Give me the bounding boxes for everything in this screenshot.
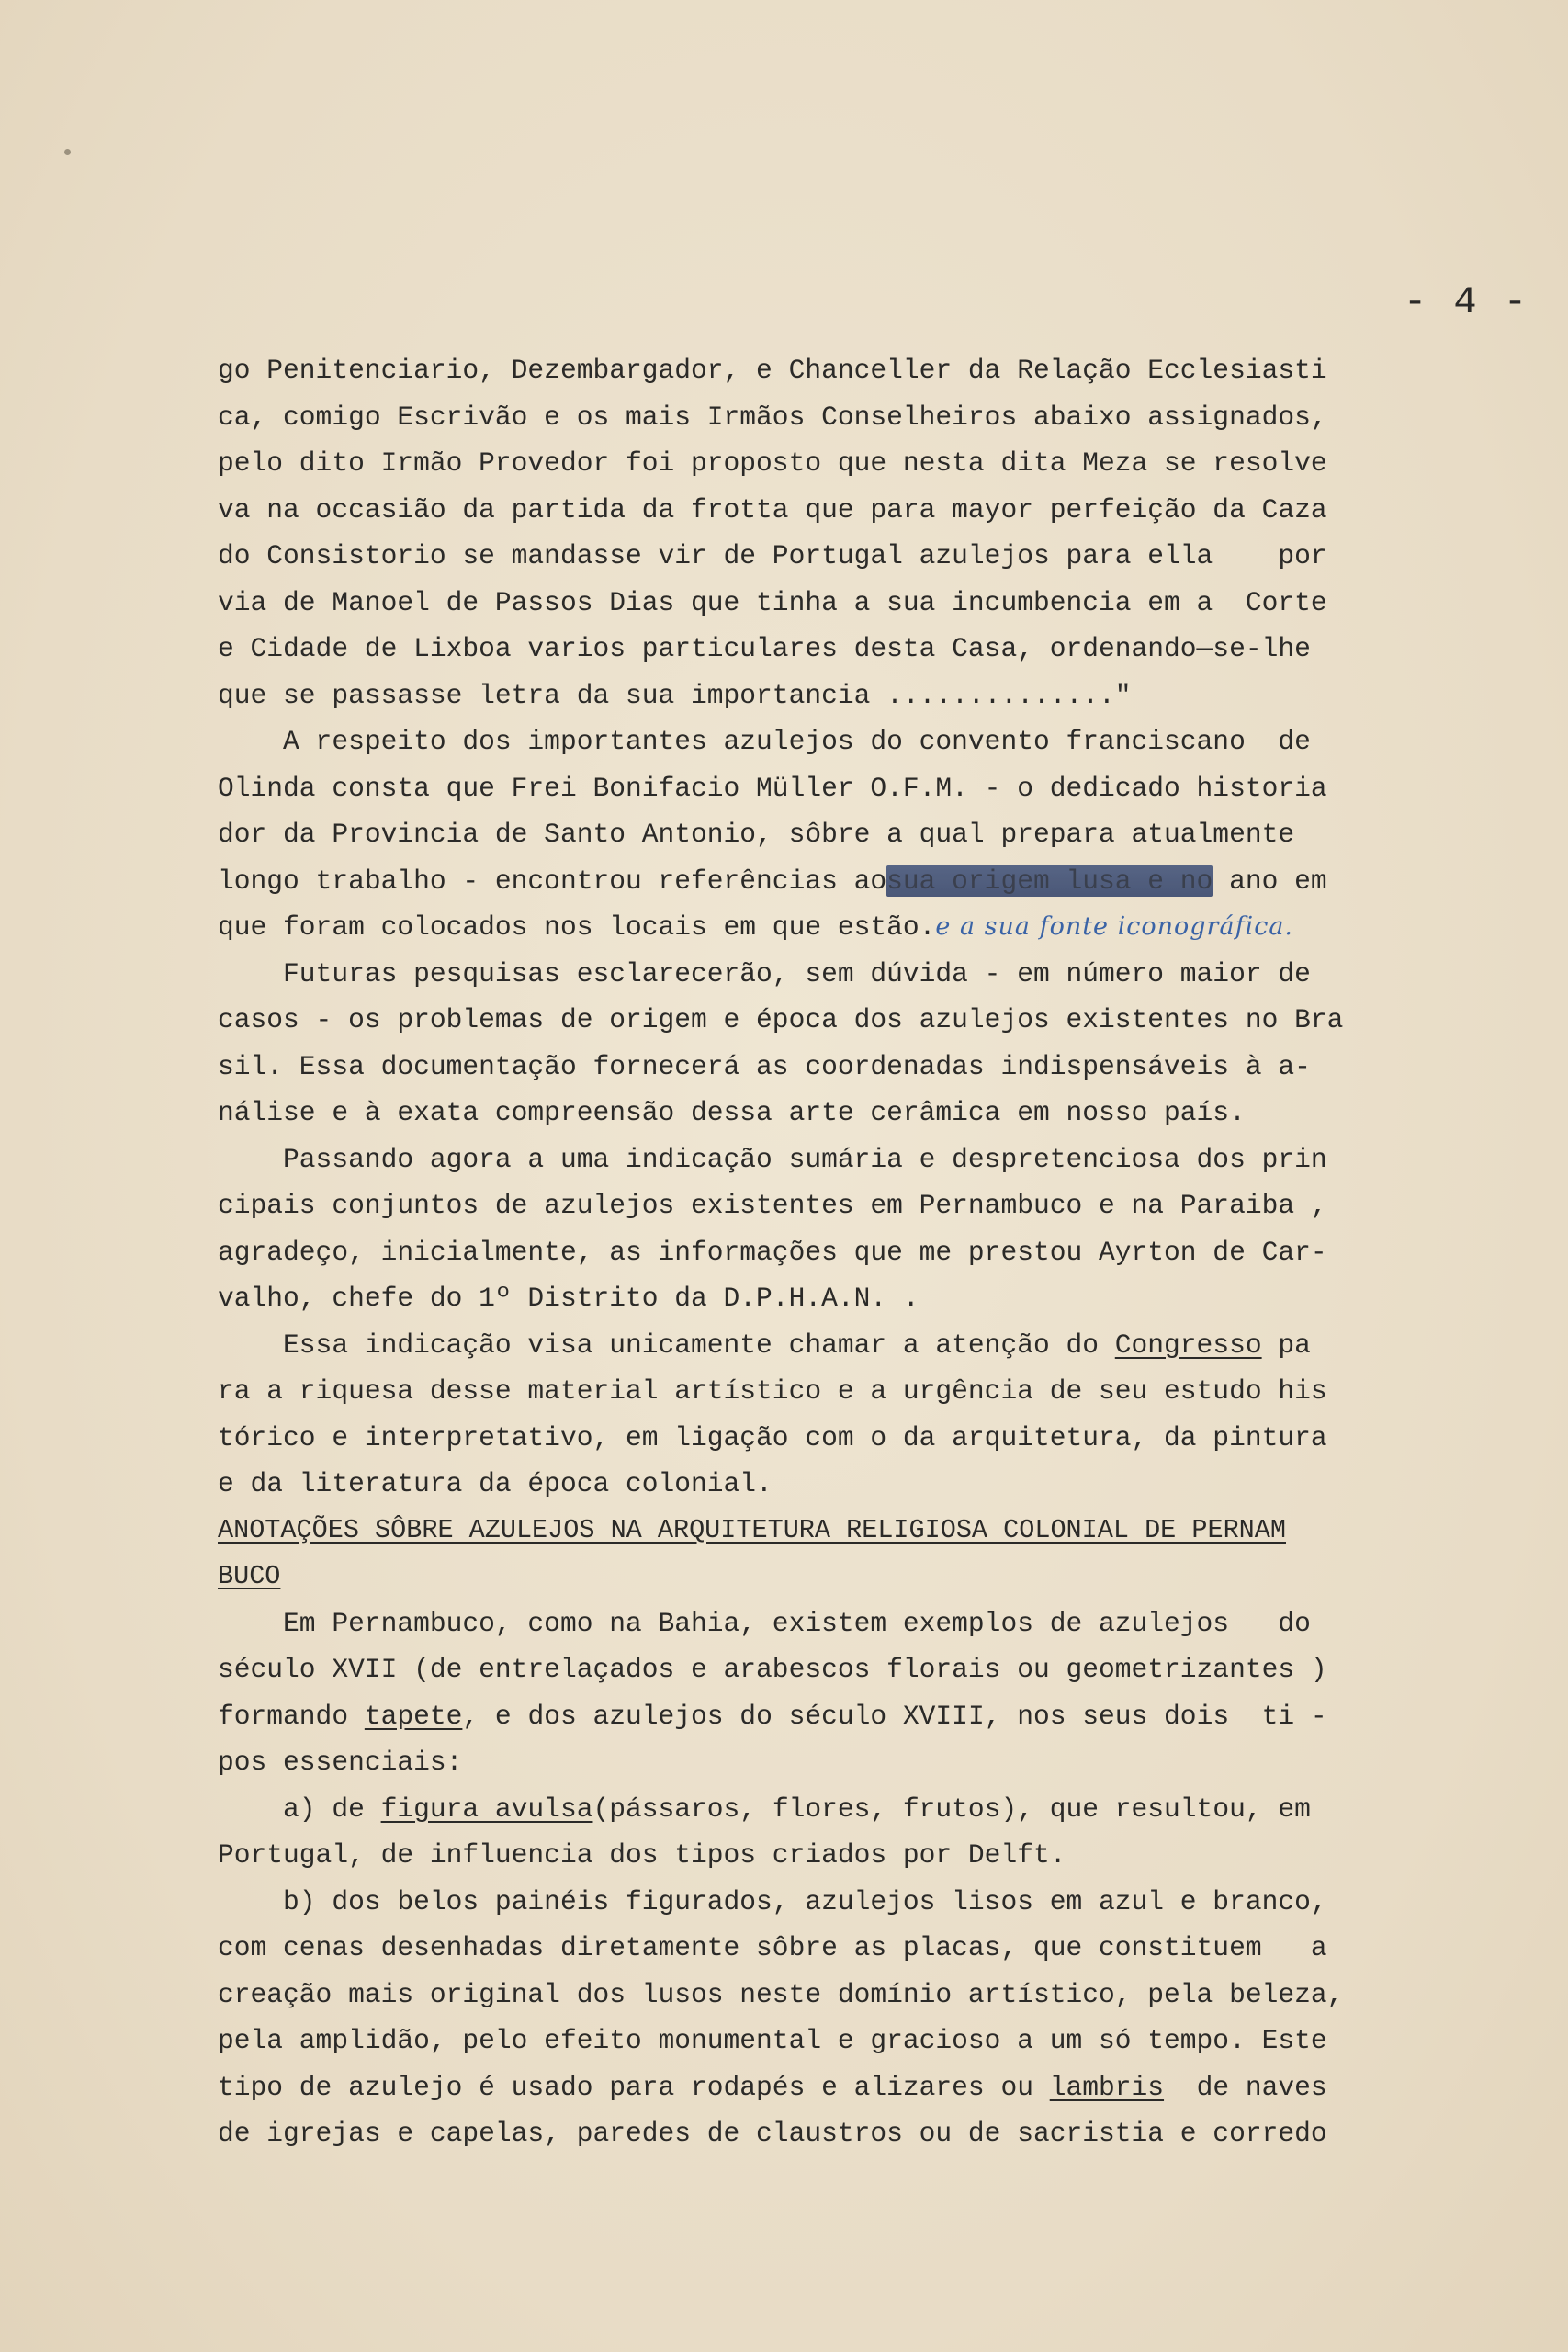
section-heading-continued: BUCO: [218, 1561, 281, 1591]
underlined-term: figura avulsa: [380, 1792, 593, 1825]
text-line: valho, chefe do 1º Distrito da D.P.H.A.N. .: [218, 1283, 919, 1314]
typed-text: longo trabalho - encontrou referências ao: [218, 865, 887, 897]
text-line: com cenas desenhadas diretamente sôbre as placas, que constituem a: [218, 1932, 1327, 1963]
text-line: [218, 1693, 1481, 1740]
underlined-term: Congresso: [1114, 1329, 1262, 1361]
typed-text: a) de: [218, 1792, 381, 1825]
typed-text: Essa indicação visa unicamente chamar a atenção do: [218, 1329, 1115, 1361]
text-line: A respeito dos importantes azulejos do convento franciscano de: [218, 726, 1311, 757]
text-line: [218, 1322, 1481, 1369]
text-line: via de Manoel de Passos Dias que tinha a sua incumbencia em a Corte: [218, 586, 1327, 618]
text-line: ra a riquesa desse material artístico e a urgência de seu estudo his: [218, 1375, 1327, 1407]
text-line: pos essenciais:: [218, 1747, 463, 1778]
handwritten-insertion: e a sua fonte iconográfica.: [935, 912, 1293, 941]
text-line: Em Pernambuco, como na Bahia, existem exemplos de azulejos do: [218, 1607, 1311, 1639]
text-line: casos - os problemas de origem e época dos azulejos existentes no Bra: [218, 1004, 1344, 1035]
text-line: e da literatura da época colonial.: [218, 1468, 773, 1499]
text-line: dor da Provincia de Santo Antonio, sôbre a qual prepara atualmente: [218, 819, 1295, 850]
text-line: [218, 2064, 1481, 2111]
page-number: - 4 -: [1404, 280, 1529, 324]
text-line: Futuras pesquisas esclarecerão, sem dúvida - em número maior de: [218, 957, 1311, 989]
text-line: ca, comigo Escrivão e os mais Irmãos Conselheiros abaixo assignados,: [218, 401, 1327, 433]
text-line: pelo dito Irmão Provedor foi proposto que nesta dita Meza se resolve: [218, 447, 1327, 479]
text-line: creação mais original dos lusos neste domínio artístico, pela beleza,: [218, 1978, 1344, 2010]
text-line: que se passasse letra da sua importancia ..............": [218, 679, 1132, 711]
underlined-term: lambris: [1049, 2071, 1165, 2103]
text-line: Passando agora a uma indicação sumária e despretenciosa dos prin: [218, 1143, 1327, 1175]
typed-text: formando: [218, 1700, 365, 1732]
paper-speck: [64, 149, 71, 155]
typed-text: , e dos azulejos do século XVIII, nos seus dois ti -: [462, 1700, 1327, 1732]
text-line: va na occasião da partida da frotta que para mayor perfeição da Caza: [218, 493, 1327, 526]
underlined-term: tapete: [364, 1700, 463, 1732]
text-line: Portugal, de influencia dos tipos criados por Delft.: [218, 1839, 1066, 1871]
text-line: go Penitenciario, Dezembargador, e Chanceller da Relação Ecclesiasti: [218, 355, 1327, 386]
section-heading: ANOTAÇÕES SÔBRE AZULEJOS NA ARQUITETURA RELIGIOSA COLONIAL DE PERNAM: [218, 1514, 1286, 1545]
typed-text: que foram colocados nos locais em que estão.: [218, 911, 936, 943]
text-line: nálise e à exata compreensão dessa arte cerâmica em nosso país.: [218, 1097, 1246, 1128]
text-line: [218, 1786, 1481, 1833]
text-line: agradeço, inicialmente, as informações que me prestou Ayrton de Car-: [218, 1236, 1327, 1268]
text-line: século XVII (de entrelaçados e arabescos florais ou geometrizantes ): [218, 1654, 1327, 1685]
typed-text: de naves: [1164, 2071, 1327, 2103]
text-line: sil. Essa documentação fornecerá as coordenadas indispensáveis à a-: [218, 1050, 1311, 1082]
text-line: do Consistorio se mandasse vir de Portugal azulejos para ella por: [218, 540, 1327, 571]
text-line-with-strikeout: [218, 858, 1481, 905]
struck-out-text: sua origem lusa e no: [886, 865, 1213, 897]
text-line: de igrejas e capelas, paredes de claustros ou de sacristia e corredo: [218, 2118, 1327, 2149]
typed-text: pa: [1261, 1329, 1311, 1361]
text-line: Olinda consta que Frei Bonifacio Müller O.F.M. - o dedicado historia: [218, 772, 1327, 804]
text-line: e Cidade de Lixboa varios particulares desta Casa, ordenando—se-lhe: [218, 633, 1311, 664]
text-line: pela amplidão, pelo efeito monumental e gracioso a um só tempo. Este: [218, 2025, 1327, 2056]
text-line-with-handwriting: [218, 904, 1481, 951]
text-line: tórico e interpretativo, em ligação com o da arquitetura, da pintura: [218, 1421, 1327, 1453]
text-line: b) dos belos painéis figurados, azulejos lisos em azul e branco,: [218, 1885, 1327, 1917]
typed-text: ano em: [1213, 865, 1327, 897]
typed-text: tipo de azulejo é usado para rodapés e alizares ou: [218, 2071, 1050, 2103]
text-line: cipais conjuntos de azulejos existentes em Pernambuco e na Paraiba ,: [218, 1190, 1327, 1221]
typed-text: (pássaros, flores, frutos), que resultou, em: [592, 1792, 1311, 1825]
document-body: [218, 347, 1481, 2157]
